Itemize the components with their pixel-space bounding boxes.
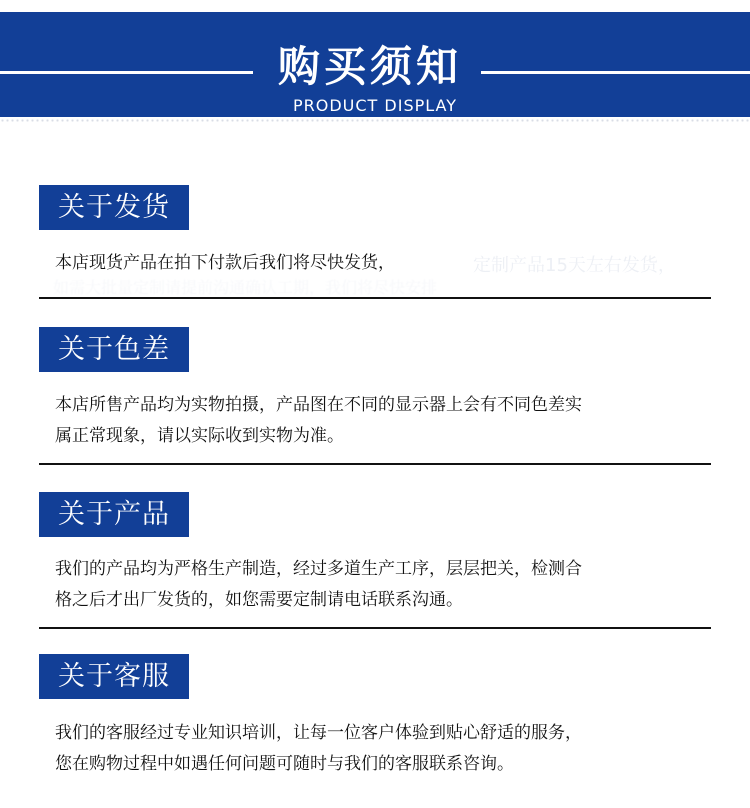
section-title-customer-service: 关于客服 bbox=[39, 654, 189, 699]
page-header bbox=[0, 0, 750, 124]
header-band bbox=[0, 12, 750, 117]
section-title-color-difference: 关于色差 bbox=[39, 327, 189, 372]
section-customer-service-text-line-2: 您在购物过程中如遇任何问题可随时与我们的客服联系咨询。 bbox=[55, 754, 514, 774]
section-color-difference-text-line-2: 属正常现象，请以实际收到实物为准。 bbox=[55, 426, 344, 446]
section-product-text-line-1: 我们的产品均为严格生产制造，经过多道生产工序，层层把关，检测合 bbox=[55, 559, 582, 579]
section-divider bbox=[39, 627, 711, 629]
page-title: 购买须知 bbox=[277, 42, 462, 91]
faded-shipping-note-secondary: 如需大批量定制请提前沟通确认工期，我们将尽快安排 bbox=[53, 278, 438, 297]
section-color-difference-text-line-1: 本店所售产品均为实物拍摄，产品图在不同的显示器上会有不同色差实 bbox=[55, 395, 582, 415]
section-title-product: 关于产品 bbox=[39, 492, 189, 537]
section-title-shipping: 关于发货 bbox=[39, 185, 189, 230]
section-divider bbox=[39, 463, 711, 465]
section-product-text-line-2: 格之后才出厂发货的，如您需要定制请电话联系沟通。 bbox=[55, 590, 463, 610]
header-left-line bbox=[0, 71, 253, 74]
header-dot-pattern bbox=[0, 118, 750, 123]
header-right-line bbox=[481, 71, 750, 74]
section-divider bbox=[39, 297, 711, 299]
section-shipping-text-line-1: 本店现货产品在拍下付款后我们将尽快发货， bbox=[55, 253, 395, 273]
section-customer-service-text-line-1: 我们的客服经过专业知识培训，让每一位客户体验到贴心舒适的服务， bbox=[55, 723, 582, 743]
faded-shipping-note: 定制产品15天左右发货， bbox=[473, 255, 676, 276]
page-subtitle: PRODUCT DISPLAY bbox=[292, 96, 458, 115]
